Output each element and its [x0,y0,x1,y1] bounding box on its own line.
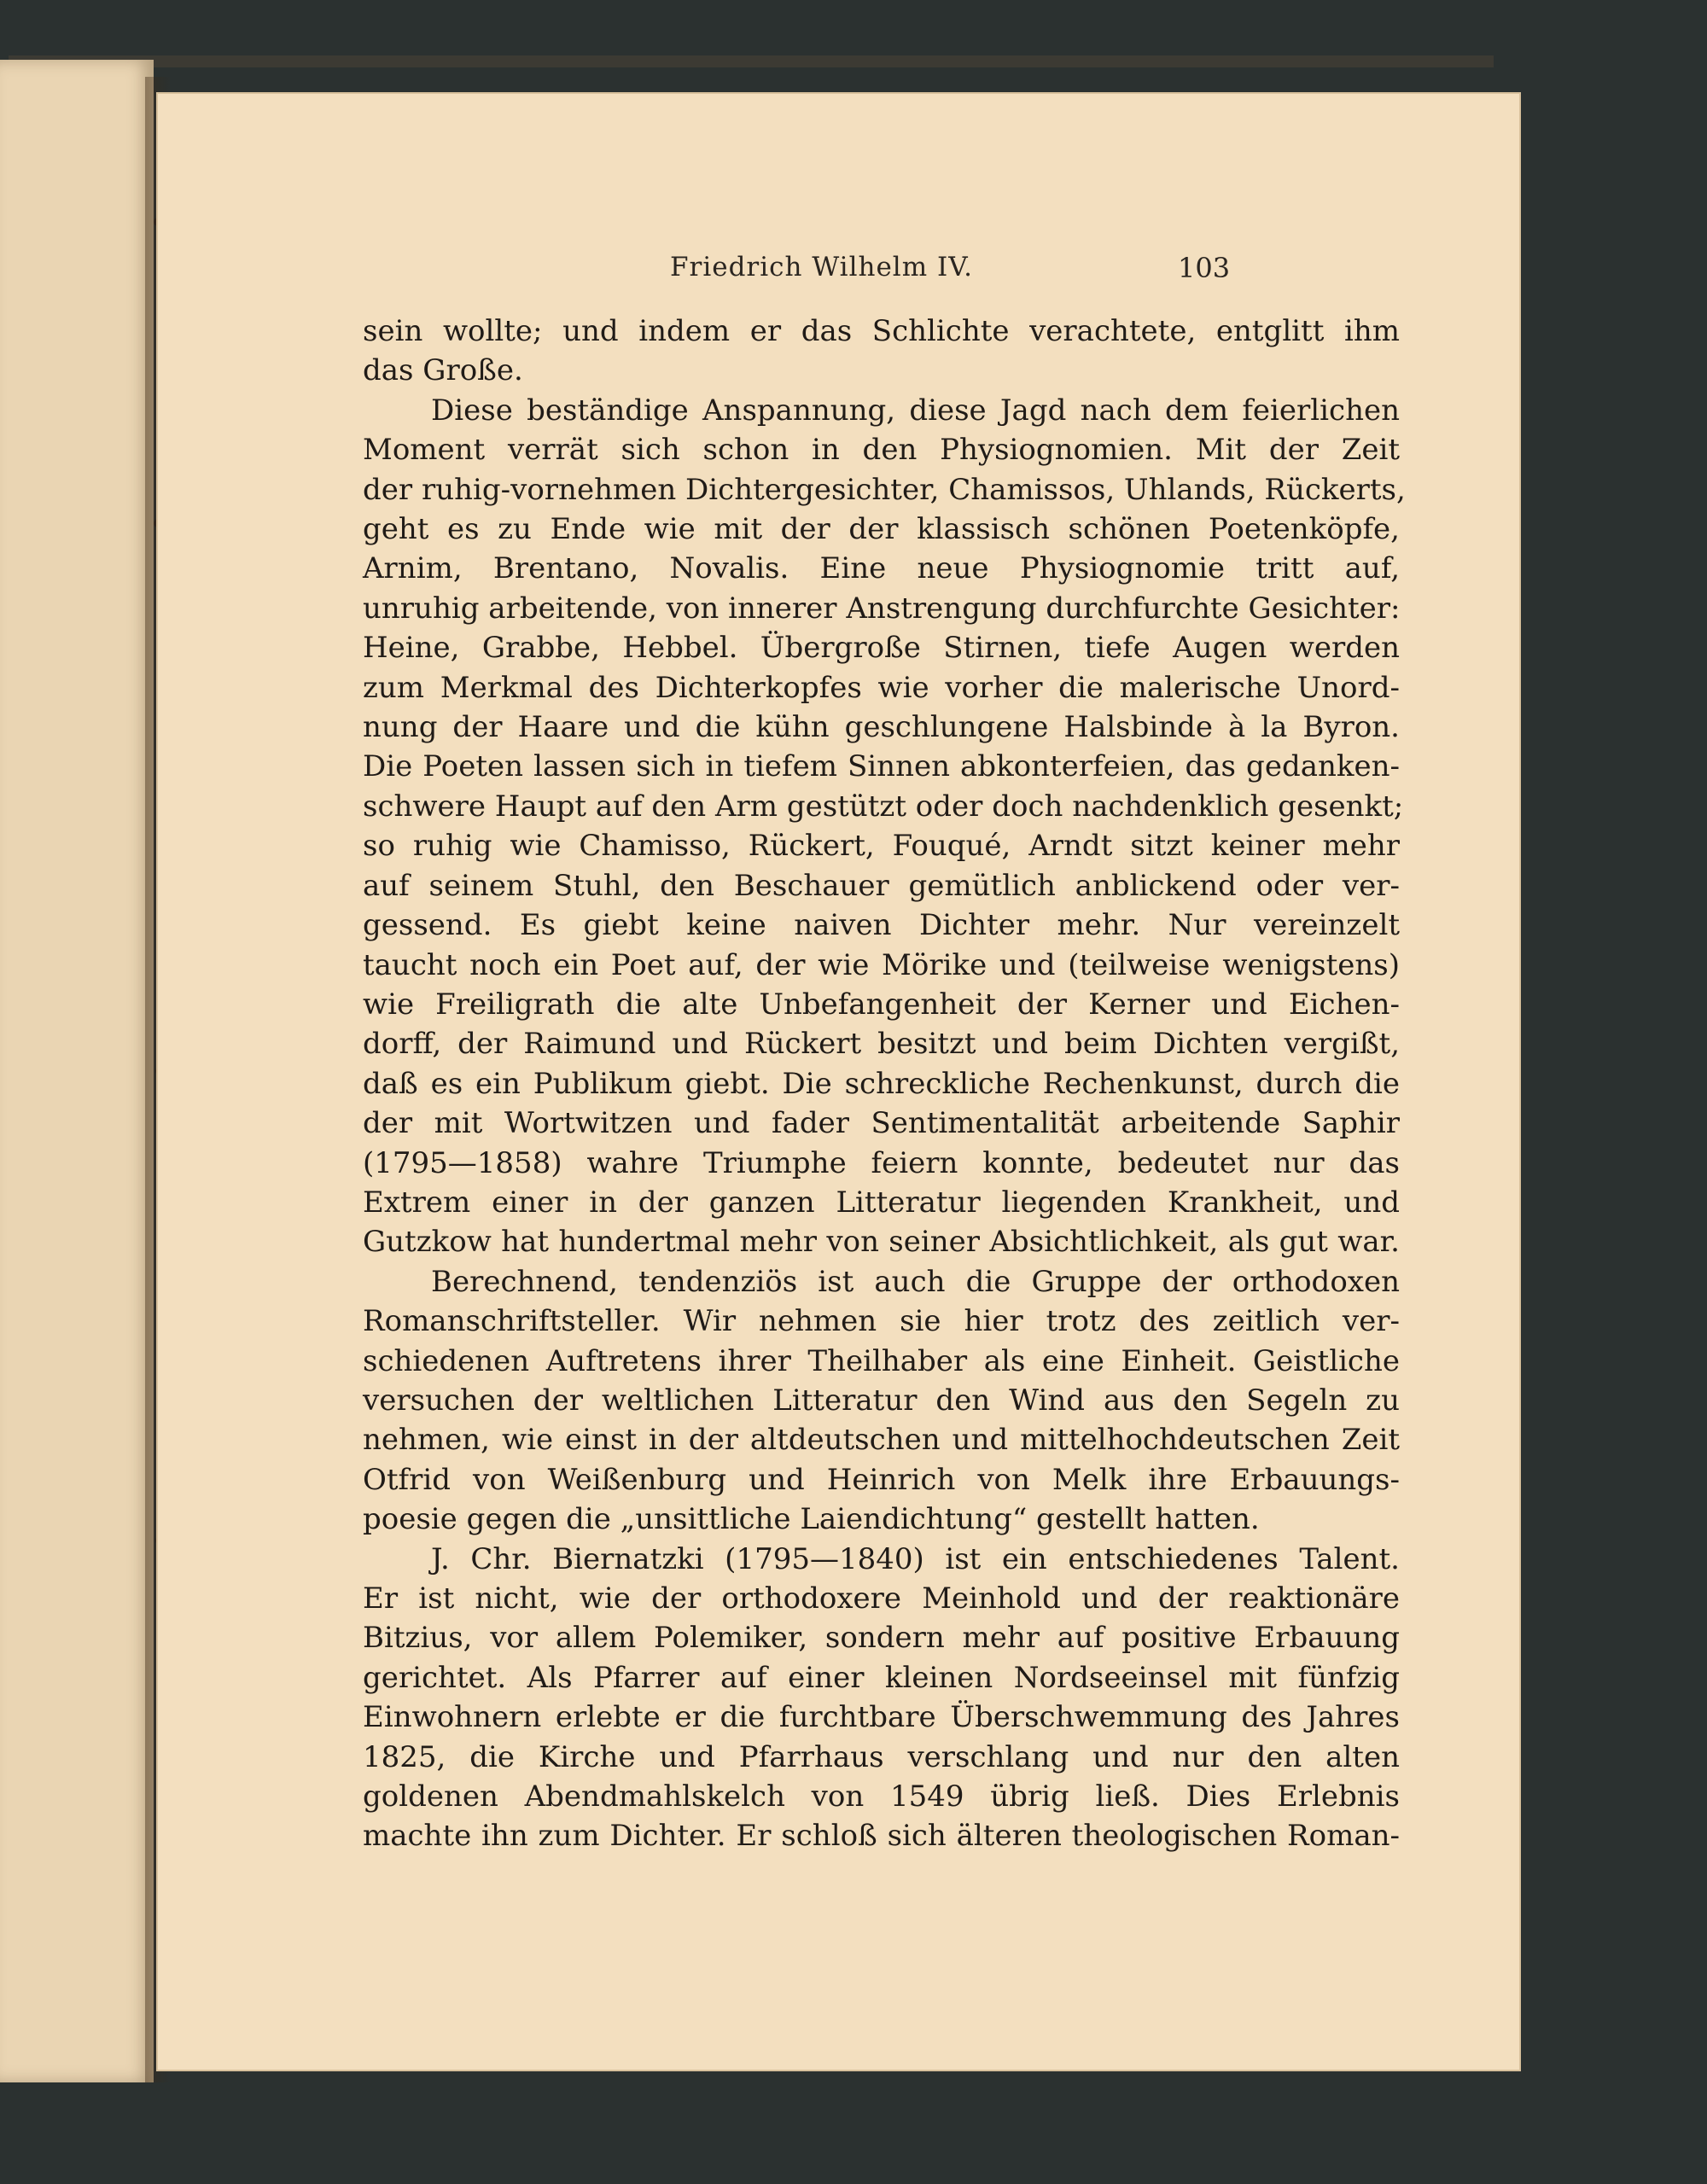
text-line: Gutzkow hat hundertmal mehr von seiner Absichtlichkeit, als gut war. [363,1225,1400,1260]
text-line: geht es zu Ende wie mit der der klassisch schönen Poetenköpfe, [363,512,1400,547]
text-line: (1795—1858) wahre Triumphe feiern konnte, bedeutet nur das [363,1145,1400,1180]
text-line: Romanschriftsteller. Wir nehmen sie hier trotz des zeitlich ver- [363,1304,1400,1339]
text-line: das Große. [363,353,523,388]
text-line: so ruhig wie Chamisso, Rückert, Fouqué, Arndt sitzt keiner mehr [363,829,1400,864]
text-line: Heine, Grabbe, Hebbel. Übergroße Stirnen, tiefe Augen werden [363,631,1400,666]
text-line: Er ist nicht, wie der orthodoxere Meinhold und der reaktionäre [363,1581,1400,1616]
text-line: taucht noch ein Poet auf, der wie Mörike und (teilweise wenigstens) [363,947,1400,982]
paragraph-start-line: Diese beständige Anspannung, diese Jagd nach dem feierlichen [431,393,1400,428]
text-line: wie Freiligrath die alte Unbefangenheit der Kerner und Eichen- [363,987,1400,1022]
text-line: nung der Haare und die kühn geschlungene Halsbinde à la Byron. [363,710,1400,745]
text-line: Bitzius, vor allem Polemiker, sondern mehr auf positive Erbauung [363,1621,1400,1656]
running-title: Friedrich Wilhelm IV. [670,252,974,282]
text-line: Arnim, Brentano, Novalis. Eine neue Physiognomie tritt auf, [363,551,1400,586]
facing-page [0,60,154,2082]
page-header [158,243,1519,294]
text-line: Extrem einer in der ganzen Litteratur liegenden Krankheit, und [363,1185,1400,1220]
page-number: 103 [1178,252,1231,284]
text-line: zum Merkmal des Dichterkopfes wie vorher die malerische Unord- [363,670,1400,705]
text-line: Einwohnern erlebte er die furchtbare Überschwemmung des Jahres [363,1700,1400,1735]
text-line: nehmen, wie einst in der altdeutschen und mittelhochdeutschen Zeit [363,1423,1400,1458]
text-line: schiedenen Auftretens ihrer Theilhaber als eine Einheit. Geistliche [363,1343,1400,1378]
text-line: daß es ein Publikum giebt. Die schreckliche Rechenkunst, durch die [363,1066,1400,1101]
text-line: unruhig arbeitende, von innerer Anstrengung durchfurchte Gesichter: [363,591,1401,626]
text-line: goldenen Abendmahlskelch von 1549 übrig ließ. Dies Erlebnis [363,1779,1400,1814]
text-line: machte ihn zum Dichter. Er schloß sich älteren theologischen Roman- [363,1819,1400,1854]
text-line: der mit Wortwitzen und fader Sentimentalität arbeitende Saphir [363,1106,1400,1141]
paragraph-start-line: Berechnend, tendenziös ist auch die Gruppe der orthodoxen [431,1264,1400,1299]
book-page [158,94,1519,2070]
text-line: Moment verrät sich schon in den Physiognomien. Mit der Zeit [363,433,1400,468]
text-line: 1825, die Kirche und Pfarrhaus verschlang und nur den alten [363,1739,1400,1774]
text-line: sein wollte; und indem er das Schlichte verachtete, entglitt ihm [363,314,1400,348]
text-line: gerichtet. Als Pfarrer auf einer kleinen Nordseeinsel mit fünfzig [363,1660,1400,1695]
text-line: Die Poeten lassen sich in tiefem Sinnen abkonterfeien, das gedanken- [363,749,1400,784]
text-line: Otfrid von Weißenburg und Heinrich von Melk ihre Erbauungs- [363,1462,1400,1497]
body-text [363,312,1406,1856]
text-line: der ruhig-vornehmen Dichtergesichter, Chamissos, Uhlands, Rückerts, [363,472,1406,507]
text-line: gessend. Es giebt keine naiven Dichter mehr. Nur vereinzelt [363,908,1400,943]
book-cover-edge [9,55,1494,67]
paragraph-start-line: J. Chr. Biernatzki (1795—1840) ist ein entschiedenes Talent. [431,1541,1400,1576]
text-line: schwere Haupt auf den Arm gestützt oder doch nachdenklich gesenkt; [363,789,1404,824]
text-line: auf seinem Stuhl, den Beschauer gemütlich anblickend oder ver- [363,868,1400,903]
text-line: dorff, der Raimund und Rückert besitzt und beim Dichten vergißt, [363,1027,1400,1062]
text-line: versuchen der weltlichen Litteratur den Wind aus den Segeln zu [363,1383,1400,1418]
text-line: poesie gegen die „unsittliche Laiendichtung“ gestellt hatten. [363,1502,1260,1537]
